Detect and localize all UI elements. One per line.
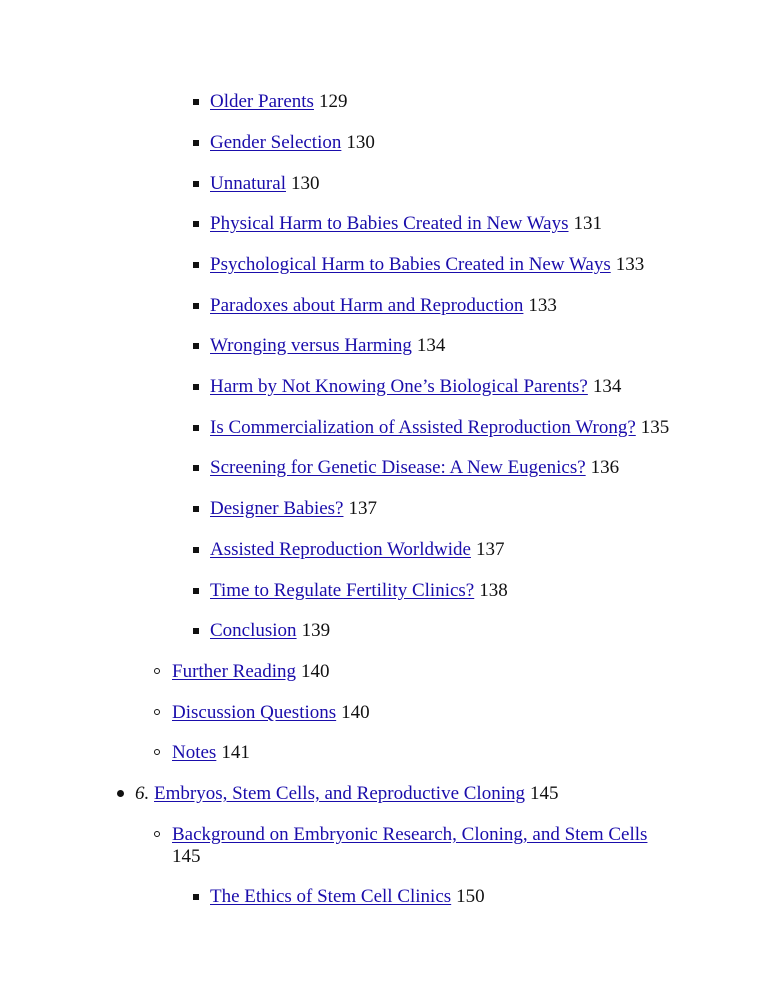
toc-link[interactable]: Designer Babies? (210, 498, 344, 519)
toc-link[interactable]: Further Reading (172, 661, 297, 682)
toc-link[interactable]: Older Parents (210, 91, 314, 112)
page-number: 134 (592, 376, 622, 397)
page-number: 137 (475, 539, 505, 560)
page-number: 133 (615, 254, 645, 275)
square-bullet-icon (193, 343, 199, 349)
page-number: 139 (301, 620, 331, 641)
toc-entry (0, 130, 772, 156)
page-number: 145 (530, 783, 559, 804)
toc-entry (0, 333, 772, 359)
page-number: 137 (348, 498, 377, 519)
toc-entry (0, 740, 772, 766)
square-bullet-icon (193, 140, 199, 146)
page-number: 150 (456, 886, 485, 907)
square-bullet-icon (193, 894, 199, 900)
toc-link[interactable]: Harm by Not Knowing One’s Biological Parents? (210, 376, 588, 397)
toc-entry (0, 293, 772, 319)
toc-entry (0, 171, 772, 197)
page-number: 136 (590, 457, 620, 478)
square-bullet-icon (193, 303, 199, 309)
page-number: 134 (416, 335, 446, 356)
toc-entry (0, 415, 772, 441)
toc-entry (0, 374, 772, 400)
page-number: 135 (640, 417, 670, 438)
toc-entry (0, 578, 772, 604)
chapter-number: 6. (135, 783, 150, 804)
toc-entry (0, 455, 772, 481)
toc-link[interactable]: Time to Regulate Fertility Clinics? (210, 580, 475, 601)
disc-bullet-icon (117, 790, 124, 797)
toc-chapter-entry (0, 781, 772, 807)
page-number: 140 (341, 702, 370, 723)
toc-link[interactable]: Unnatural (210, 173, 286, 194)
toc-link[interactable]: Notes (172, 742, 217, 763)
toc-link[interactable]: The Ethics of Stem Cell Clinics (210, 886, 452, 907)
chapter-link[interactable]: Embryos, Stem Cells, and Reproductive Cloning (154, 783, 525, 804)
page-number: 131 (573, 213, 603, 234)
toc-link[interactable]: Screening for Genetic Disease: A New Eugenics? (210, 457, 586, 478)
circle-bullet-icon (154, 709, 160, 715)
page-number: 130 (290, 173, 320, 194)
square-bullet-icon (193, 262, 199, 268)
square-bullet-icon (193, 628, 199, 634)
toc-entry (0, 822, 772, 870)
toc-link[interactable]: Is Commercialization of Assisted Reproduction Wrong? (210, 417, 636, 438)
square-bullet-icon (193, 384, 199, 390)
toc-entry (0, 618, 772, 644)
page-number: 130 (346, 132, 375, 153)
toc-entry (0, 496, 772, 522)
toc-entry (0, 252, 772, 278)
circle-bullet-icon (154, 831, 160, 837)
circle-bullet-icon (154, 749, 160, 755)
toc-link[interactable]: Discussion Questions (172, 702, 337, 723)
square-bullet-icon (193, 181, 199, 187)
toc-entry (0, 211, 772, 237)
page-number: 133 (528, 295, 557, 316)
page-number: 145 (172, 846, 201, 867)
toc-link[interactable]: Assisted Reproduction Worldwide (210, 539, 471, 560)
toc-link[interactable]: Conclusion (210, 620, 297, 641)
square-bullet-icon (193, 99, 199, 105)
square-bullet-icon (193, 506, 199, 512)
toc-link[interactable]: Paradoxes about Harm and Reproduction (210, 295, 524, 316)
toc-link[interactable]: Physical Harm to Babies Created in New Ways (210, 213, 569, 234)
toc-link[interactable]: Background on Embryonic Research, Cloning, and Stem Cells (172, 824, 648, 845)
toc-link[interactable]: Gender Selection (210, 132, 342, 153)
toc-entry (0, 884, 772, 910)
toc-link[interactable]: Psychological Harm to Babies Created in New Ways (210, 254, 611, 275)
toc-entry (0, 89, 772, 115)
page-number: 140 (301, 661, 330, 682)
toc-entry (0, 659, 772, 685)
square-bullet-icon (193, 465, 199, 471)
page-number: 141 (221, 742, 250, 763)
square-bullet-icon (193, 425, 199, 431)
page-number: 138 (479, 580, 508, 601)
page-number: 129 (318, 91, 348, 112)
square-bullet-icon (193, 547, 199, 553)
toc-entry (0, 700, 772, 726)
toc-link[interactable]: Wronging versus Harming (210, 335, 412, 356)
circle-bullet-icon (154, 668, 160, 674)
toc-entry (0, 537, 772, 563)
square-bullet-icon (193, 221, 199, 227)
square-bullet-icon (193, 588, 199, 594)
